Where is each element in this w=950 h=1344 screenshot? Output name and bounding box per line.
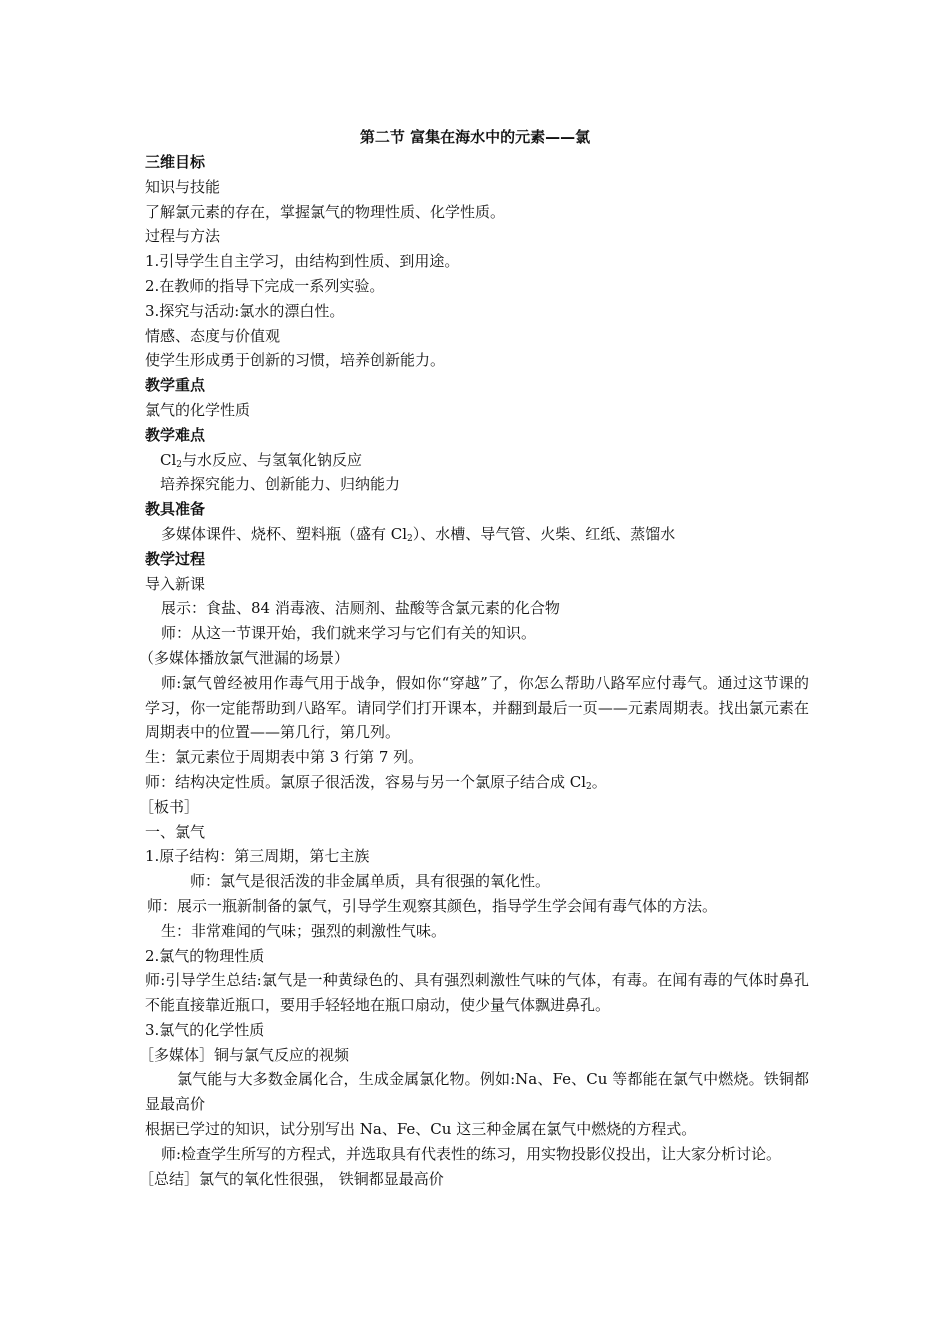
process-label: 过程与方法 — [145, 227, 221, 246]
process-item-1: 1.引导学生自主学习，由结构到性质、到用途。 — [145, 252, 460, 271]
intro-show: 展示：食盐、84 消毒液、洁厕剂、盐酸等含氯元素的化合物 — [161, 599, 560, 618]
process-item-2: 2.在教师的指导下完成一系列实验。 — [145, 276, 385, 295]
write-equations: 根据已学过的知识，试分别写出 Na、Fe、Cu 这三种金属在氯气中燃烧的方程式。 — [145, 1120, 697, 1139]
difficulty-item-2: 培养探究能力、创新能力、归纳能力 — [160, 475, 401, 494]
heading-objectives: 三维目标 — [145, 153, 206, 171]
process-item-3: 3.探究与活动:氯水的漂白性。 — [145, 301, 345, 320]
student-position: 生：氯元素位于周期表中第 3 行第 7 列。 — [145, 748, 424, 767]
knowledge-label: 知识与技能 — [145, 177, 221, 196]
teacher-active: 师：氯气是很活泼的非金属单质，具有很强的氧化性。 — [190, 872, 551, 891]
teacher-check-text: 师:检查学生所写的方程式，并选取具有代表性的练习，用实物投影仪投出，让大家分析讨论。 — [161, 1144, 782, 1163]
heading-key-points: 教学重点 — [145, 376, 206, 395]
materials-text — [145, 522, 809, 547]
difficulty-1-formula: Cl — [160, 450, 177, 469]
intro-label: 导入新课 — [145, 574, 206, 593]
heading-materials: 教具准备 — [145, 500, 206, 519]
teacher-structure-b: 。 — [591, 772, 607, 791]
materials-subscript: 2 — [407, 533, 413, 544]
difficulty-1-subscript: 2 — [176, 459, 183, 470]
section-one: 一、氯气 — [145, 822, 206, 841]
teacher-show-bottle: 师：展示一瓶新制备的氯气，引导学生观察其颜色，指导学生学会闻有毒气体的方法。 — [147, 896, 718, 915]
heading-process: 教学过程 — [145, 549, 206, 568]
physical-text: 师:引导学生总结:氯气是一种黄绿色的、具有强烈刺激性气味的气体，有毒。在闻有毒的气体时鼻孔不能直接靠近瓶口，要用手轻轻地在瓶口扇动，使少量气体飘进鼻孔。 — [145, 971, 809, 1015]
summary: ［总结］氯气的氧化性很强， 铁铜都显最高价 — [139, 1169, 444, 1188]
teacher-war-paragraph — [145, 671, 809, 745]
document-title: 第二节 富集在海水中的元素——氯 — [359, 128, 591, 146]
metal-paragraph — [145, 1067, 809, 1117]
chemical-label: 3.氯气的化学性质 — [145, 1020, 265, 1039]
atomic-structure: 1.原子结构：第三周期，第七主族 — [145, 847, 370, 866]
materials-text-a: 多媒体课件、烧杯、塑料瓶（盛有 Cl — [161, 524, 408, 543]
student-smell: 生：非常难闻的气味；强烈的刺激性气味。 — [161, 921, 447, 940]
document-body — [139, 150, 809, 1191]
teacher-check-paragraph — [145, 1142, 809, 1167]
knowledge-text: 了解氯元素的存在，掌握氯气的物理性质、化学性质。 — [145, 202, 506, 221]
materials-text-b: ）、水槽、导气管、火柴、红纸、蒸馏水 — [412, 524, 676, 543]
intro-teacher: 师：从这一节课开始，我们就来学习与它们有关的知识。 — [161, 624, 537, 643]
metal-text: 氯气能与大多数金属化合，生成金属氯化物。例如:Na、Fe、Cu 等都能在氯气中燃烧。铁铜都显最高价 — [145, 1070, 809, 1114]
board-label: ［板书］ — [139, 797, 200, 816]
teacher-war-text: 师:氯气曾经被用作毒气用于战争，假如你“穿越”了，你怎么帮助八路军应付毒气。通过这节课的学习，你一定能帮助到八路军。请同学们打开课本，并翻到最后一页——元素周期表。找出氯元素在周期表中的位置——第几行，第几列。 — [145, 673, 809, 742]
emotion-text: 使学生形成勇于创新的习惯，培养创新能力。 — [145, 351, 446, 370]
difficulty-1-text: 与水反应、与氢氧化钠反应 — [182, 450, 363, 469]
intro-media: （多媒体播放氯气泄漏的场景） — [139, 648, 350, 667]
teacher-structure-subscript: 2 — [586, 781, 592, 792]
media-copper: ［多媒体］铜与氯气反应的视频 — [139, 1045, 350, 1064]
difficulty-item-1 — [145, 448, 809, 473]
teacher-structure — [145, 770, 809, 795]
teacher-structure-a: 师：结构决定性质。氯原子很活泼，容易与另一个氯原子结合成 Cl — [145, 772, 587, 791]
heading-difficulties: 教学难点 — [145, 425, 206, 444]
key-points-text: 氯气的化学性质 — [145, 400, 251, 419]
emotion-label: 情感、态度与价值观 — [145, 326, 281, 345]
physical-label: 2.氯气的物理性质 — [145, 946, 265, 965]
